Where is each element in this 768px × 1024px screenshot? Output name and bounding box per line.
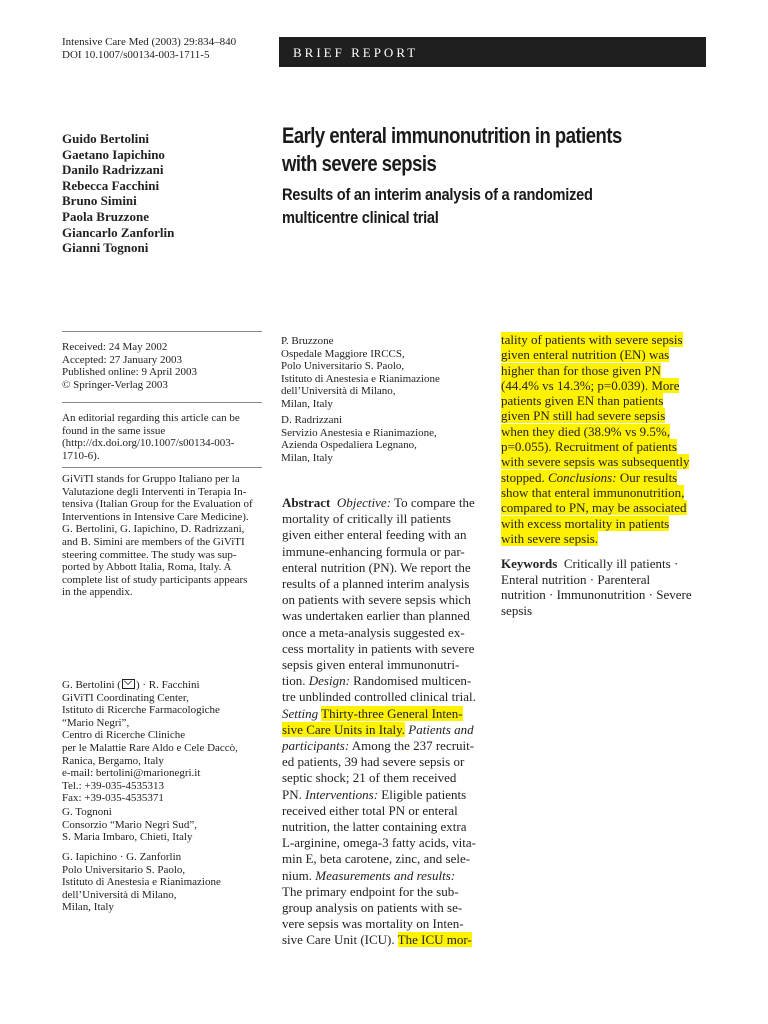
abstract-text xyxy=(282,495,492,949)
address-line: Milan, Italy xyxy=(62,901,114,914)
address-line: S. Maria Imbaro, Chieti, Italy xyxy=(62,831,193,844)
patients-label: Patients and xyxy=(408,721,474,737)
phone-line: Tel.: +39-035-4535313 xyxy=(62,779,164,792)
highlighted-text: p=0.055). Recruitment of patients xyxy=(501,439,677,455)
interventions-label: Interventions: xyxy=(305,786,379,802)
author-name: Paola Bruzzone xyxy=(62,208,150,224)
author-name: Gianni Tognoni xyxy=(62,240,149,256)
article-title xyxy=(282,122,702,178)
objective-label: Objective: xyxy=(336,495,392,510)
abstract-line xyxy=(501,332,713,347)
address-line: Milan, Italy xyxy=(281,397,333,410)
address-line: G. Iapichino · G. Zanforlin xyxy=(62,851,182,863)
keywords-line: Enteral nutrition · Parenteral xyxy=(501,571,651,587)
abstract-line xyxy=(501,454,713,469)
address-line: P. Bruzzone xyxy=(281,335,334,347)
note-line: ported by Abbott Italia, Roma, Italy. A xyxy=(62,561,232,574)
note-line: tensiva (Italian Group for the Evaluation of xyxy=(62,498,253,511)
givit-note xyxy=(62,473,262,599)
address-line: dell’Università di Milano, xyxy=(62,888,177,901)
abstract-line: enteral nutrition (PN). We report the xyxy=(282,559,471,575)
note-line: GiViTI stands for Gruppo Italiano per la xyxy=(62,473,240,485)
subtitle-line: Results of an interim analysis of a randomized xyxy=(282,185,593,204)
note-line: in the appendix. xyxy=(62,586,133,599)
address-line: Istituto di Ricerche Farmacologiche xyxy=(62,704,220,717)
abstract-line: stopped. Conclusions: Our results xyxy=(501,469,678,485)
address-line: per le Malattie Rare Aldo e Cele Daccò, xyxy=(62,741,238,754)
fax-line: Fax: +39-035-4535371 xyxy=(62,792,164,805)
note-line: complete list of study participants appears xyxy=(62,573,248,586)
abstract-continuation xyxy=(501,332,713,546)
abstract-line: septic shock; 21 of them received xyxy=(282,770,457,786)
highlighted-text: when they died (38.9% vs 9.5%, xyxy=(501,423,670,439)
keywords-label: Keywords xyxy=(501,556,558,571)
conclusions-label: Conclusions: xyxy=(547,469,617,485)
abstract-line xyxy=(501,424,713,439)
author-list xyxy=(62,131,174,256)
participants-label: participants: xyxy=(282,738,350,754)
email-line[interactable]: e-mail: bertolini@marionegri.it xyxy=(62,767,201,780)
divider xyxy=(62,331,262,332)
abstract-line xyxy=(501,393,713,408)
radrizzani-address xyxy=(281,414,481,464)
abstract-line: tion. Design: Randomised multicen- xyxy=(282,673,472,689)
abstract-line xyxy=(501,347,713,362)
abstract-line: min E, beta carotene, zinc, and sele- xyxy=(282,851,471,867)
highlighted-text: show that enteral immunonutrition, xyxy=(501,484,685,500)
note-line: 1710-6). xyxy=(62,449,100,462)
highlighted-text: given PN still had severe sepsis xyxy=(501,408,666,424)
highlighted-text: with excess mortality in patients xyxy=(501,515,670,531)
abstract-line xyxy=(501,439,713,454)
abstract-line: ed patients, 39 had severe sepsis or xyxy=(282,754,465,770)
abstract-line xyxy=(282,722,492,738)
address-line: D. Radrizzani xyxy=(281,414,343,426)
abstract-line: vere sepsis was mortality on Inten- xyxy=(282,916,464,932)
address-line: Milan, Italy xyxy=(281,451,333,464)
keywords-line: nutrition · Immunonutrition · Severe xyxy=(501,587,692,603)
note-line: Interventions in Intensive Care Medicine). xyxy=(62,510,249,523)
abstract-line xyxy=(501,363,713,378)
abstract-line: nutrition, the latter containing extra xyxy=(282,819,467,835)
address-line: Polo Universitario S. Paolo, xyxy=(62,863,186,876)
setting-label: Setting xyxy=(282,705,319,721)
address-line: Consorzio “Mario Negri Sud”, xyxy=(62,818,198,831)
note-line: and B. Simini are members of the GiViTI xyxy=(62,535,245,548)
address-line: Istituto di Anestesia e Rianimazione xyxy=(281,372,440,385)
abstract-line: received either total PN or enteral xyxy=(282,802,458,818)
title-line: with severe sepsis xyxy=(282,151,437,176)
address-line: dell’Università di Milano, xyxy=(281,385,396,398)
note-line: found in the same issue xyxy=(62,424,166,437)
keywords-line: Keywords Critically ill patients · xyxy=(501,556,679,571)
correspondence-address xyxy=(62,679,262,805)
envelope-icon[interactable] xyxy=(122,679,135,689)
address-line: Polo Universitario S. Paolo, xyxy=(281,360,405,373)
keywords xyxy=(501,556,713,618)
measurements-label: Measurements and results: xyxy=(315,867,456,883)
abstract-line xyxy=(282,706,492,722)
abstract-line: tre unblinded controlled clinical trial. xyxy=(282,689,476,705)
doi-line: DOI 10.1007/s00134-003-1711-5 xyxy=(62,49,210,61)
section-label: BRIEF REPORT xyxy=(293,45,419,60)
abstract-line: once a meta-analysis suggested ex- xyxy=(282,624,465,640)
abstract-line: PN. Interventions: Eligible patients xyxy=(282,786,467,802)
abstract-line: given either enteral feeding with an xyxy=(282,527,467,543)
citation-line: Intensive Care Med (2003) 29:834–840 xyxy=(62,36,237,48)
highlighted-text: The ICU mor- xyxy=(397,932,472,948)
abstract-line xyxy=(501,531,713,546)
note-line: steering committee. The study was sup- xyxy=(62,548,237,561)
address-line: Istituto di Anestesia e Rianimazione xyxy=(62,876,221,889)
abstract-line: sepsis given enteral immunonutri- xyxy=(282,657,460,673)
journal-citation xyxy=(62,36,236,62)
abstract-heading: Abstract xyxy=(282,495,331,510)
tognoni-address xyxy=(62,806,262,844)
address-line: Ospedale Maggiore IRCCS, xyxy=(281,347,405,360)
highlighted-text: compared to PN, may be associated xyxy=(501,500,687,516)
abstract-line: results of a planned interim analysis xyxy=(282,576,470,592)
abstract-line: nium. Measurements and results: xyxy=(282,867,456,883)
highlighted-text: with severe sepsis was subsequently xyxy=(501,454,690,470)
abstract-line: was undertaken earlier than planned xyxy=(282,608,470,624)
article-subtitle xyxy=(282,183,678,229)
author-name: Danilo Radrizzani xyxy=(62,162,164,178)
abstract-line xyxy=(501,378,713,393)
editorial-note xyxy=(62,412,262,462)
abstract-line xyxy=(501,500,713,515)
publication-dates xyxy=(62,341,262,391)
note-line: An editorial regarding this article can be xyxy=(62,412,240,424)
address-line: “Mario Negri”, xyxy=(62,716,130,729)
address-line: Centro di Ricerche Cliniche xyxy=(62,729,186,742)
address-line: Servizio Anestesia e Rianimazione, xyxy=(281,426,437,439)
highlighted-text: with severe sepsis. xyxy=(501,530,599,546)
date-line: © Springer-Verlag 2003 xyxy=(62,378,168,391)
abstract-line: cess mortality in patients with severe xyxy=(282,640,475,656)
date-line: Received: 24 May 2002 xyxy=(62,341,168,353)
abstract-line: immune-enhancing formula or par- xyxy=(282,543,465,559)
highlighted-text: tality of patients with severe sepsis xyxy=(501,332,683,347)
highlighted-text: Thirty-three General Inten- xyxy=(321,705,463,721)
correspondence-name: G. Bertolini ( ) · R. Facchini xyxy=(62,679,200,691)
abstract-line: sive Care Unit (ICU). The ICU mor- xyxy=(282,932,472,948)
abstract-line: Abstract Objective: To compare the xyxy=(282,495,475,510)
abstract-line: L-arginine, omega-3 fatty acids, vita- xyxy=(282,835,476,851)
address-line: GiViTI Coordinating Center, xyxy=(62,691,189,704)
highlighted-text: patients given EN than patients xyxy=(501,393,664,409)
note-line: G. Bertolini, G. Iapichino, D. Radrizzani, xyxy=(62,523,245,536)
bruzzone-address xyxy=(281,335,481,411)
author-name: Gaetano Iapichino xyxy=(62,146,165,162)
keywords-line: sepsis xyxy=(501,602,533,618)
section-banner xyxy=(279,37,706,67)
note-line: (http://dx.doi.org/10.1007/s00134-003- xyxy=(62,437,235,450)
highlighted-text: (44.4% vs 14.3%; p=0.039). More xyxy=(501,377,680,393)
abstract-line xyxy=(501,485,713,500)
address-line: Azienda Ospedaliera Legnano, xyxy=(281,439,417,452)
highlighted-text: sive Care Units in Italy. xyxy=(282,721,405,737)
address-line: Ranica, Bergamo, Italy xyxy=(62,754,164,767)
abstract-line: on patients with severe sepsis which xyxy=(282,592,471,608)
address-line: G. Tognoni xyxy=(62,806,112,818)
author-name: Rebecca Facchini xyxy=(62,177,160,193)
date-line: Published online: 9 April 2003 xyxy=(62,366,198,379)
author-name: Giancarlo Zanforlin xyxy=(62,224,175,240)
subtitle-line: multicentre clinical trial xyxy=(282,208,439,227)
author-name: Bruno Simini xyxy=(62,193,137,209)
abstract-line: group analysis on patients with se- xyxy=(282,900,463,916)
divider xyxy=(62,402,262,403)
abstract-line xyxy=(501,516,713,531)
highlighted-text: higher than for those given PN xyxy=(501,362,661,378)
iapichino-address xyxy=(62,851,262,914)
note-line: Valutazione degli Interventi in Terapia In- xyxy=(62,485,247,498)
abstract-line xyxy=(501,408,713,423)
abstract-line: participants: Among the 237 recruit- xyxy=(282,738,475,754)
title-line: Early enteral immunonutrition in patients xyxy=(282,123,622,148)
highlighted-text: given enteral nutrition (EN) was xyxy=(501,347,670,363)
abstract-line: mortality of critically ill patients xyxy=(282,511,451,527)
divider xyxy=(62,467,262,468)
date-line: Accepted: 27 January 2003 xyxy=(62,353,183,366)
abstract-line: The primary endpoint for the sub- xyxy=(282,883,459,899)
author-name: Guido Bertolini xyxy=(62,131,150,146)
design-label: Design: xyxy=(308,673,350,689)
